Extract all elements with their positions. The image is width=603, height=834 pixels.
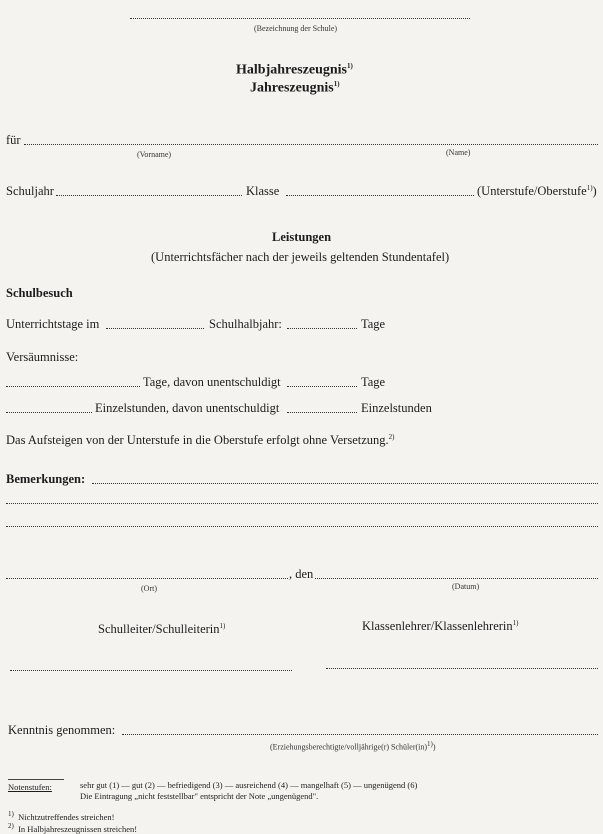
schulleiter-label: Schulleiter/Schulleiterin$^{1)}$ xyxy=(98,622,226,637)
einzelstunden-davon-label: Einzelstunden, davon unentschuldigt xyxy=(95,401,280,415)
schulhalbjahr-period-line[interactable] xyxy=(106,328,204,329)
klasse-label: Klasse xyxy=(246,184,280,198)
leistungen-subheading: (Unterrichtsfächer nach der jeweils geltenden Stundentafel) xyxy=(151,250,450,264)
versaeumnis-tage-line[interactable] xyxy=(6,386,140,387)
ort-caption: (Ort) xyxy=(141,584,157,593)
eintragung-text: Die Eintragung „nicht feststellbar" entspricht der Note „ungenügend". xyxy=(80,791,319,801)
schuljahr-label: Schuljahr xyxy=(6,184,54,198)
schulleiter-signature-line[interactable] xyxy=(10,670,292,671)
bemerkungen-line-2[interactable] xyxy=(6,503,598,504)
klassenlehrer-signature-line[interactable] xyxy=(326,668,598,669)
footnote-2: $^{2)}$ In Halbjahreszeugnissen streichen! xyxy=(8,822,138,834)
bemerkungen-line-3[interactable] xyxy=(6,526,598,527)
fuer-label: für xyxy=(6,133,21,147)
unentschuldigt-tage-line[interactable] xyxy=(287,386,357,387)
kenntnis-caption: (Erziehungsberechtigte/volljährige(r) Schüler(in)1)) xyxy=(270,740,436,752)
schulhalbjahr-label: Schulhalbjahr: xyxy=(209,317,282,331)
schulbesuch-heading: Schulbesuch xyxy=(6,286,73,300)
ort-line[interactable] xyxy=(6,578,288,579)
tage-davon-label: Tage, davon unentschuldigt xyxy=(143,375,281,389)
stufe-label: (Unterstufe/Oberstufe$^{1)}$) xyxy=(477,184,597,199)
einzelstunden-line[interactable] xyxy=(6,412,92,413)
schuljahr-line[interactable] xyxy=(56,195,242,196)
datum-line[interactable] xyxy=(315,578,598,579)
footnote-divider xyxy=(8,779,64,780)
name-caption: (Name) xyxy=(446,148,471,157)
title-halbjahreszeugnis: Halbjahreszeugnis$^{1)}$ xyxy=(236,62,353,78)
aufsteigen-text: Das Aufsteigen von der Unterstufe in die Oberstufe erfolgt ohne Versetzung.$^{2)}$ xyxy=(6,433,395,448)
notenstufen-text: sehr gut (1) — gut (2) — befriedigend (3) — ausreichend (4) — mangelhaft (5) — ungenügend (6) xyxy=(80,780,418,790)
versaeumnisse-label: Versäumnisse: xyxy=(6,350,79,364)
kenntnis-signature-line[interactable] xyxy=(122,734,598,735)
einzelstunden-label: Einzelstunden xyxy=(361,401,432,415)
den-label: , den xyxy=(289,567,314,581)
unterrichtstage-label: Unterrichtstage im xyxy=(6,317,100,331)
unentschuldigt-stunden-line[interactable] xyxy=(287,412,357,413)
vorname-caption: (Vorname) xyxy=(137,150,172,159)
klasse-line[interactable] xyxy=(286,195,474,196)
bemerkungen-line-1[interactable] xyxy=(92,483,598,484)
leistungen-heading: Leistungen xyxy=(272,230,332,244)
notenstufen-label: Notenstufen: xyxy=(8,782,52,792)
unterrichtstage-count-line[interactable] xyxy=(287,328,357,329)
footnote-1: $^{1)}$ Nichtzutreffendes streichen! xyxy=(8,810,115,822)
tage-label-2: Tage xyxy=(361,375,386,389)
school-caption: (Bezeichnung der Schule) xyxy=(254,24,338,33)
student-name-line[interactable] xyxy=(24,144,598,145)
tage-label: Tage xyxy=(361,317,386,331)
school-name-line[interactable] xyxy=(130,18,470,19)
bemerkungen-label: Bemerkungen: xyxy=(6,472,86,486)
klassenlehrer-label: Klassenlehrer/Klassenlehrerin$^{1)}$ xyxy=(362,619,519,634)
kenntnis-label: Kenntnis genommen: xyxy=(8,723,116,737)
title-jahreszeugnis: Jahreszeugnis$^{1)}$ xyxy=(250,80,340,96)
datum-caption: (Datum) xyxy=(452,582,480,591)
